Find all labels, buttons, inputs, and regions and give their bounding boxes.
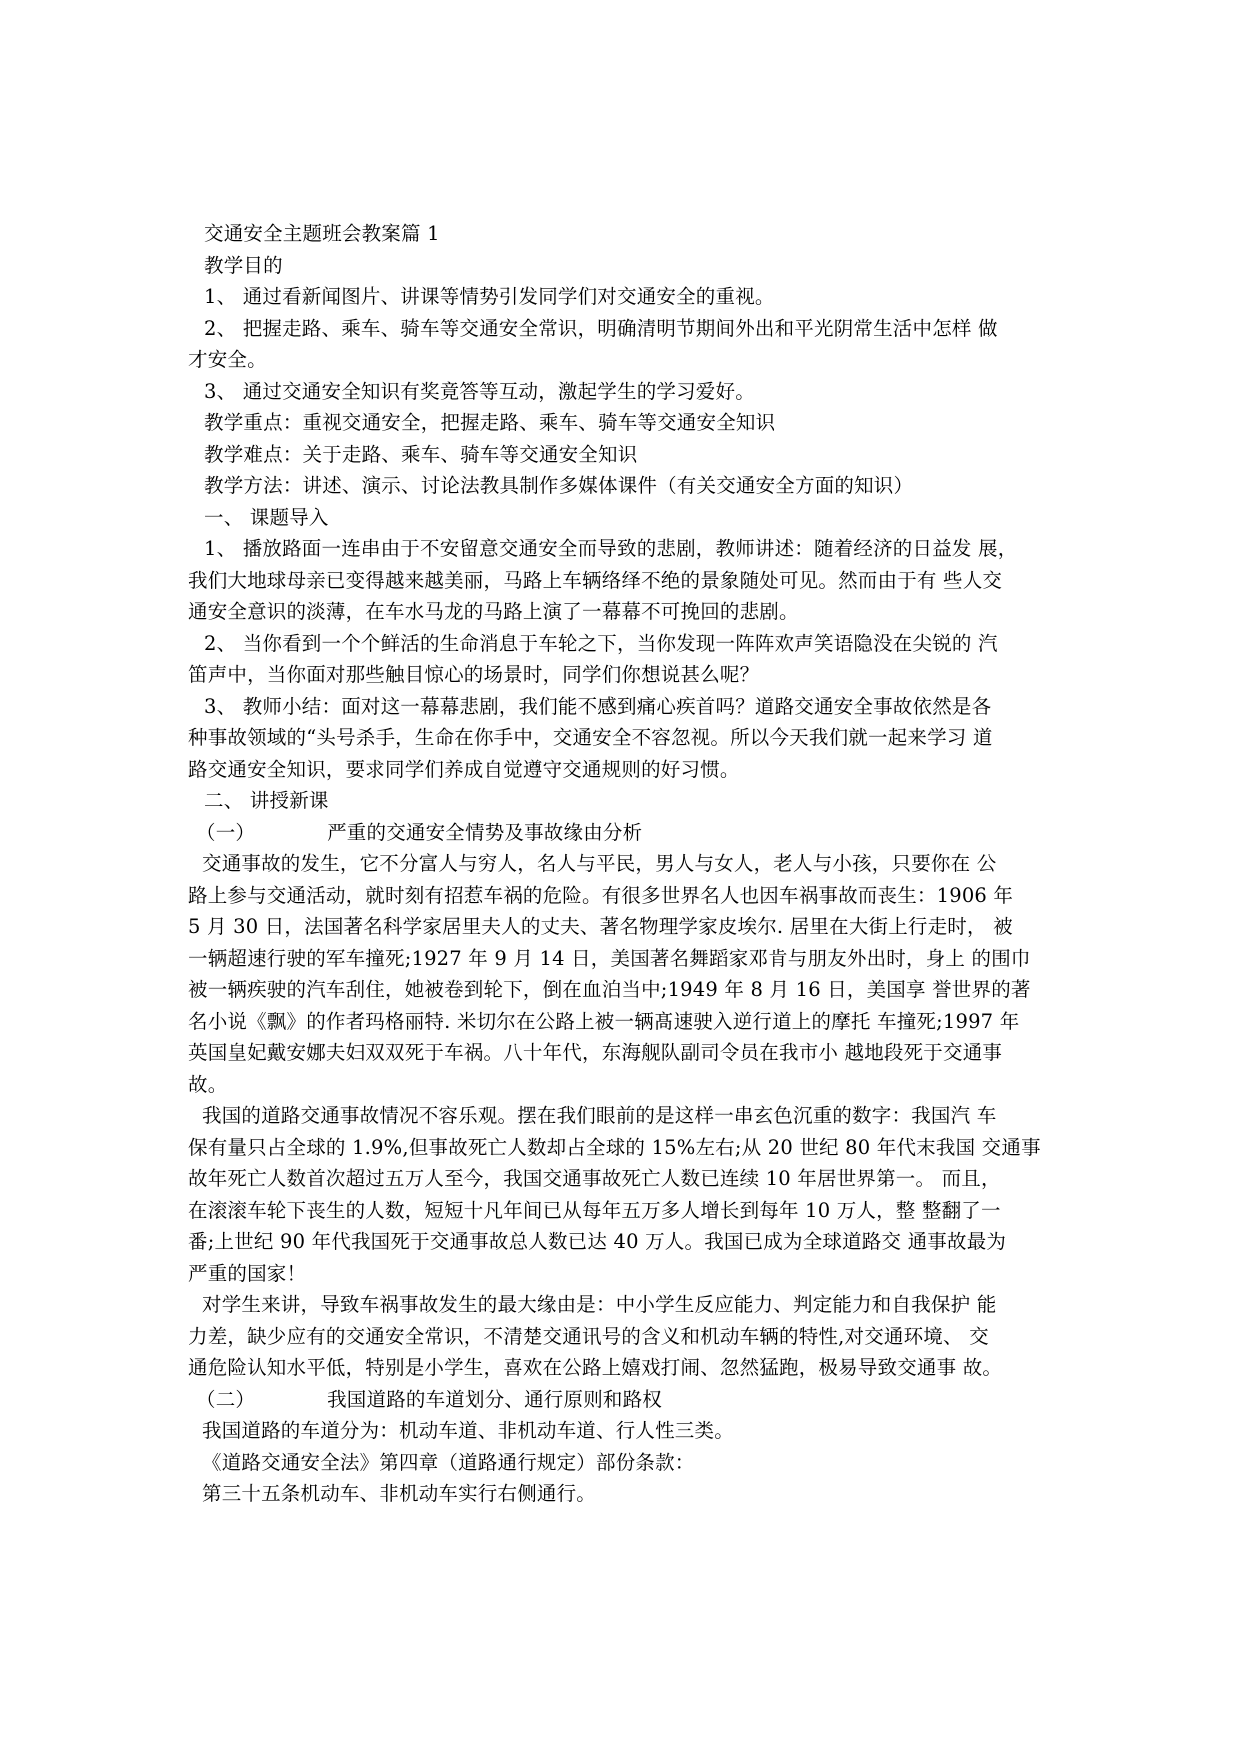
document-body bbox=[188, 218, 1068, 1510]
text-line: 5 月 30 日，法国著名科学家居里夫人的丈夫、著名物理学家皮埃尔. 居里在大街上行走时， 被 bbox=[188, 915, 1013, 938]
text-line: 保有量只占全球的 1.9%,但事故死亡人数却占全球的 15%左右;从 20 世纪 80 年代末我国 交通事 bbox=[188, 1135, 1041, 1159]
text-line: 故。 bbox=[188, 1072, 228, 1096]
text-line: 番;上世纪 90 年代我国死于交通事故总人数已达 40 万人。我国已成为全球道路交 通事故最为 bbox=[188, 1230, 1007, 1253]
text-line: 一、 课题导入 bbox=[204, 505, 329, 529]
text-line: 对学生来讲，导致车祸事故发生的最大缘由是：中小学生反应能力、判定能力和自我保护 能 bbox=[202, 1293, 997, 1316]
text-line: 教学方法：讲述、演示、讨论法教具制作多媒体课件（有关交通安全方面的知识） bbox=[204, 474, 914, 497]
text-line: 二、 讲授新课 bbox=[204, 789, 329, 812]
text-line bbox=[188, 1384, 1068, 1416]
text-line: 被一辆疾驶的汽车刮住，她被卷到轮下，倒在血泊当中;1949 年 8 月 16 日，美国享 誉世界的著 bbox=[188, 978, 1031, 1001]
section-number: （一） bbox=[196, 820, 256, 844]
text-line: 通安全意识的淡薄，在车水马龙的马路上演了一幕幕不可挽回的悲剧。 bbox=[188, 600, 799, 623]
text-line: 才安全。 bbox=[188, 348, 267, 371]
text-line: 力差，缺少应有的交通安全常识，不清楚交通讯号的含义和机动车辆的特性,对交通环境、 交 bbox=[188, 1324, 989, 1348]
text-line: 在滚滚车轮下丧生的人数，短短十凡年间已从每年五万多人增长到每年 10 万人，整 整翻了一 bbox=[188, 1198, 1001, 1222]
text-line: 笛声中，当你面对那些触目惊心的场景时，同学们你想说甚么呢？ bbox=[188, 663, 760, 686]
text-line: 一辆超速行驶的军车撞死;1927 年 9 月 14 日，美国著名舞蹈家邓肯与朋友外出时，身上 的围巾 bbox=[188, 946, 1031, 970]
section-heading: 我国道路的车道划分、通行原则和路权 bbox=[327, 1387, 663, 1411]
text-line: 交通事故的发生，它不分富人与穷人，名人与平民，男人与女人，老人与小孩，只要你在 公 bbox=[202, 852, 997, 875]
section-heading: 严重的交通安全情势及事故缘由分析 bbox=[327, 820, 643, 844]
text-line: 教学难点：关于走路、乘车、骑车等交通安全知识 bbox=[204, 442, 638, 466]
text-line: 第三十五条机动车、非机动车实行右侧通行。 bbox=[202, 1482, 597, 1505]
text-line: 名小说《飘》的作者玛格丽特. 米切尔在公路上被一辆髙速驶入逆行道上的摩托 车撞死;1997 年 bbox=[188, 1009, 1020, 1033]
text-line: 交通安全主题班会教案篇 1 bbox=[204, 222, 440, 245]
text-line: 1、 通过看新闻图片、讲课等情势引发同学们对交通安全的重视。 bbox=[204, 285, 775, 308]
text-line: 种事故领域的“头号杀手，生命在你手中，交通安全不容忽视。所以今天我们就一起来学习 道 bbox=[188, 726, 993, 749]
section-number: （二） bbox=[196, 1387, 256, 1411]
text-line: 我们大地球母亲已变得越来越美丽，马路上车辆络绎不绝的景象随处可见。然而由于有 些人交 bbox=[188, 568, 1003, 592]
text-line: 我国的道路交通事故情况不容乐观。摆在我们眼前的是这样一串玄色沉重的数字：我国汽 车 bbox=[202, 1104, 997, 1127]
text-line: 3、 通过交通安全知识有奖竟答等互动，激起学生的学习爱好。 bbox=[204, 379, 755, 403]
text-line: 2、 当你看到一个个鲜活的生命消息于车轮之下，当你发现一阵阵欢声笑语隐没在尖锐的 汽 bbox=[204, 631, 998, 655]
text-line: 路交通安全知识，要求同学们养成自觉遵守交通规则的好习惯。 bbox=[188, 757, 740, 781]
text-line: 3、 教师小结：面对这一幕幕悲剧，我们能不感到痛心疾首吗？道路交通安全事故依然是各 bbox=[204, 694, 992, 718]
text-line: 路上参与交通活动，就时刻有招惹车祸的危险。有很多世界名人也因车祸事故而丧生：1906 年 bbox=[188, 883, 1014, 907]
text-line: 英国皇妃戴安娜夫妇双双死于车祸。八十年代，东海舰队副司令员在我市小 越地段死于交通事 bbox=[188, 1041, 1003, 1064]
text-line bbox=[188, 817, 1068, 849]
text-line: 1、 播放路面一连串由于不安留意交通安全而导致的悲剧，教师讲述：随着经济的日益发 展， bbox=[204, 537, 1018, 560]
text-line: 通危险认知水平低，特别是小学生，喜欢在公路上嬉戏打闹、忽然猛跑，极易导致交通事 故。 bbox=[188, 1356, 1003, 1379]
text-line: 2、 把握走路、乘车、骑车等交通安全常识，明确清明节期间外出和平光阴常生活中怎样 做 bbox=[204, 316, 998, 340]
text-line: 我国道路的车道分为：机动车道、非机动车道、行人性三类。 bbox=[202, 1419, 734, 1442]
text-line: 教学重点：重视交通安全，把握走路、乘车、骑车等交通安全知识 bbox=[204, 411, 776, 434]
text-line: 教学目的 bbox=[204, 253, 283, 277]
text-line: 故年死亡人数首次超过五万人至今，我国交通事故死亡人数已连续 10 年居世界第一。 而且， bbox=[188, 1167, 1001, 1190]
text-line: 《道路交通安全法》第四章（道路通行规定）部份条款： bbox=[202, 1450, 695, 1474]
text-line: 严重的国家！ bbox=[188, 1261, 307, 1285]
